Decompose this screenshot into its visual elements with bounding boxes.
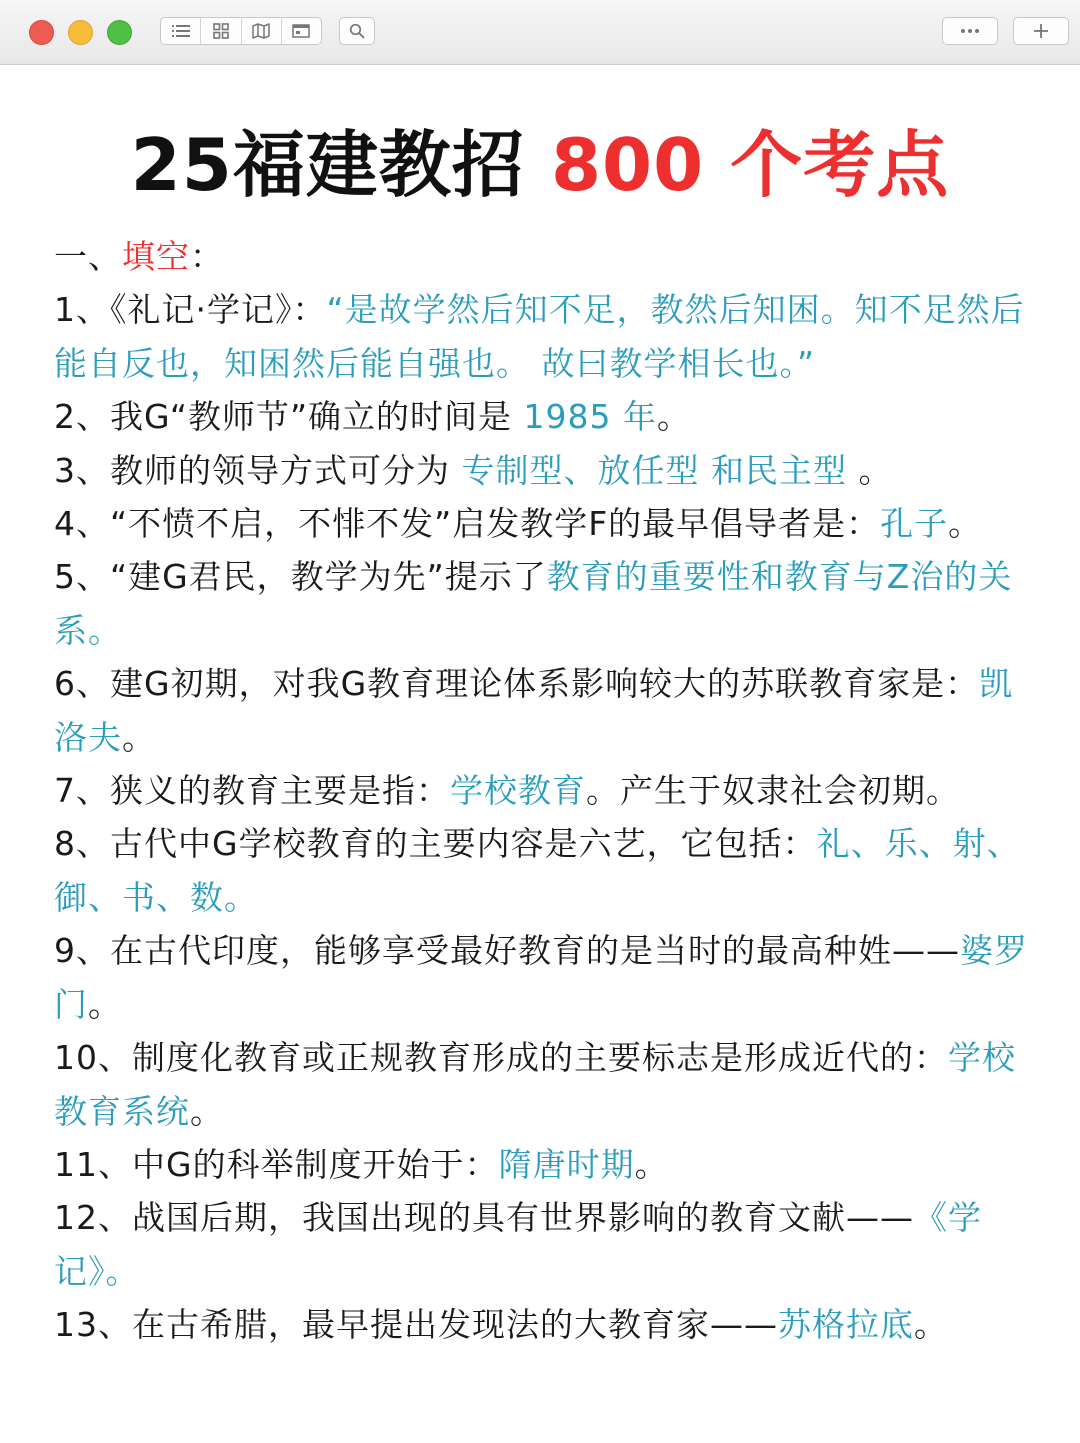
close-button[interactable] <box>29 20 54 45</box>
more-icon <box>960 28 980 34</box>
list-item: 1、《礼记·学记》：“是故学然后知不足，教然后知困。知不足然后能自反也，知困然后能自强也。 故曰教学相长也。” <box>54 290 1025 383</box>
list-item: 5、“建G君民，教学为先”提示了教育的重要性和教育与Z治的关系。 <box>54 557 1013 650</box>
add-button[interactable] <box>1013 17 1069 45</box>
calendar-view-icon <box>292 23 310 39</box>
section-heading: 一、填空： <box>54 237 224 276</box>
search-button[interactable] <box>339 17 375 45</box>
list-item: 6、建G初期，对我G教育理论体系影响较大的苏联教育家是：凯洛夫。 <box>54 664 1014 757</box>
search-icon <box>349 23 365 39</box>
calendar-view-button[interactable] <box>282 18 321 44</box>
grid-view-icon <box>213 23 229 39</box>
minimize-button[interactable] <box>68 20 93 45</box>
title-part-2: 800 个考点 <box>550 123 950 207</box>
list-item: 10、制度化教育或正规教育形成的主要标志是形成近代的：学校教育系统。 <box>54 1038 1016 1131</box>
title-bar <box>0 0 1080 65</box>
list-item: 4、“不愤不启，不悱不发”启发教学F的最早倡导者是：孔子。 <box>54 504 983 544</box>
list-item: 3、教师的领导方式可分为 专制型、放任型 和民主型 。 <box>54 450 893 490</box>
list-item: 12、战国后期，我国出现的具有世界影响的教育文献——《学记》。 <box>54 1198 982 1291</box>
list-view-button[interactable] <box>161 18 201 44</box>
map-view-icon <box>252 23 270 39</box>
note-body <box>54 230 1030 1352</box>
list-item: 9、在古代印度，能够享受最好教育的是当时的最高种姓——婆罗门。 <box>54 931 1028 1024</box>
grid-view-button[interactable] <box>201 18 241 44</box>
more-button[interactable] <box>942 17 998 45</box>
list-item: 13、在古希腊，最早提出发现法的大教育家——苏格拉底。 <box>54 1305 948 1345</box>
list-view-icon <box>172 24 190 38</box>
view-switcher <box>160 17 322 45</box>
zoom-button[interactable] <box>107 20 132 45</box>
list-item: 8、古代中G学校教育的主要内容是六艺，它包括：礼、乐、射、御、书、数。 <box>54 824 1021 917</box>
title-part-1: 25福建教招 <box>130 123 551 207</box>
list-item: 7、狭义的教育主要是指：学校教育。产生于奴隶社会初期。 <box>54 771 960 811</box>
add-icon <box>1033 23 1049 39</box>
map-view-button[interactable] <box>242 18 282 44</box>
page-title <box>0 120 1080 210</box>
list-item: 2、我G“教师节”确立的时间是 1985 年。 <box>54 397 692 437</box>
list-item: 11、中G的科举制度开始于：隋唐时期。 <box>54 1144 669 1184</box>
